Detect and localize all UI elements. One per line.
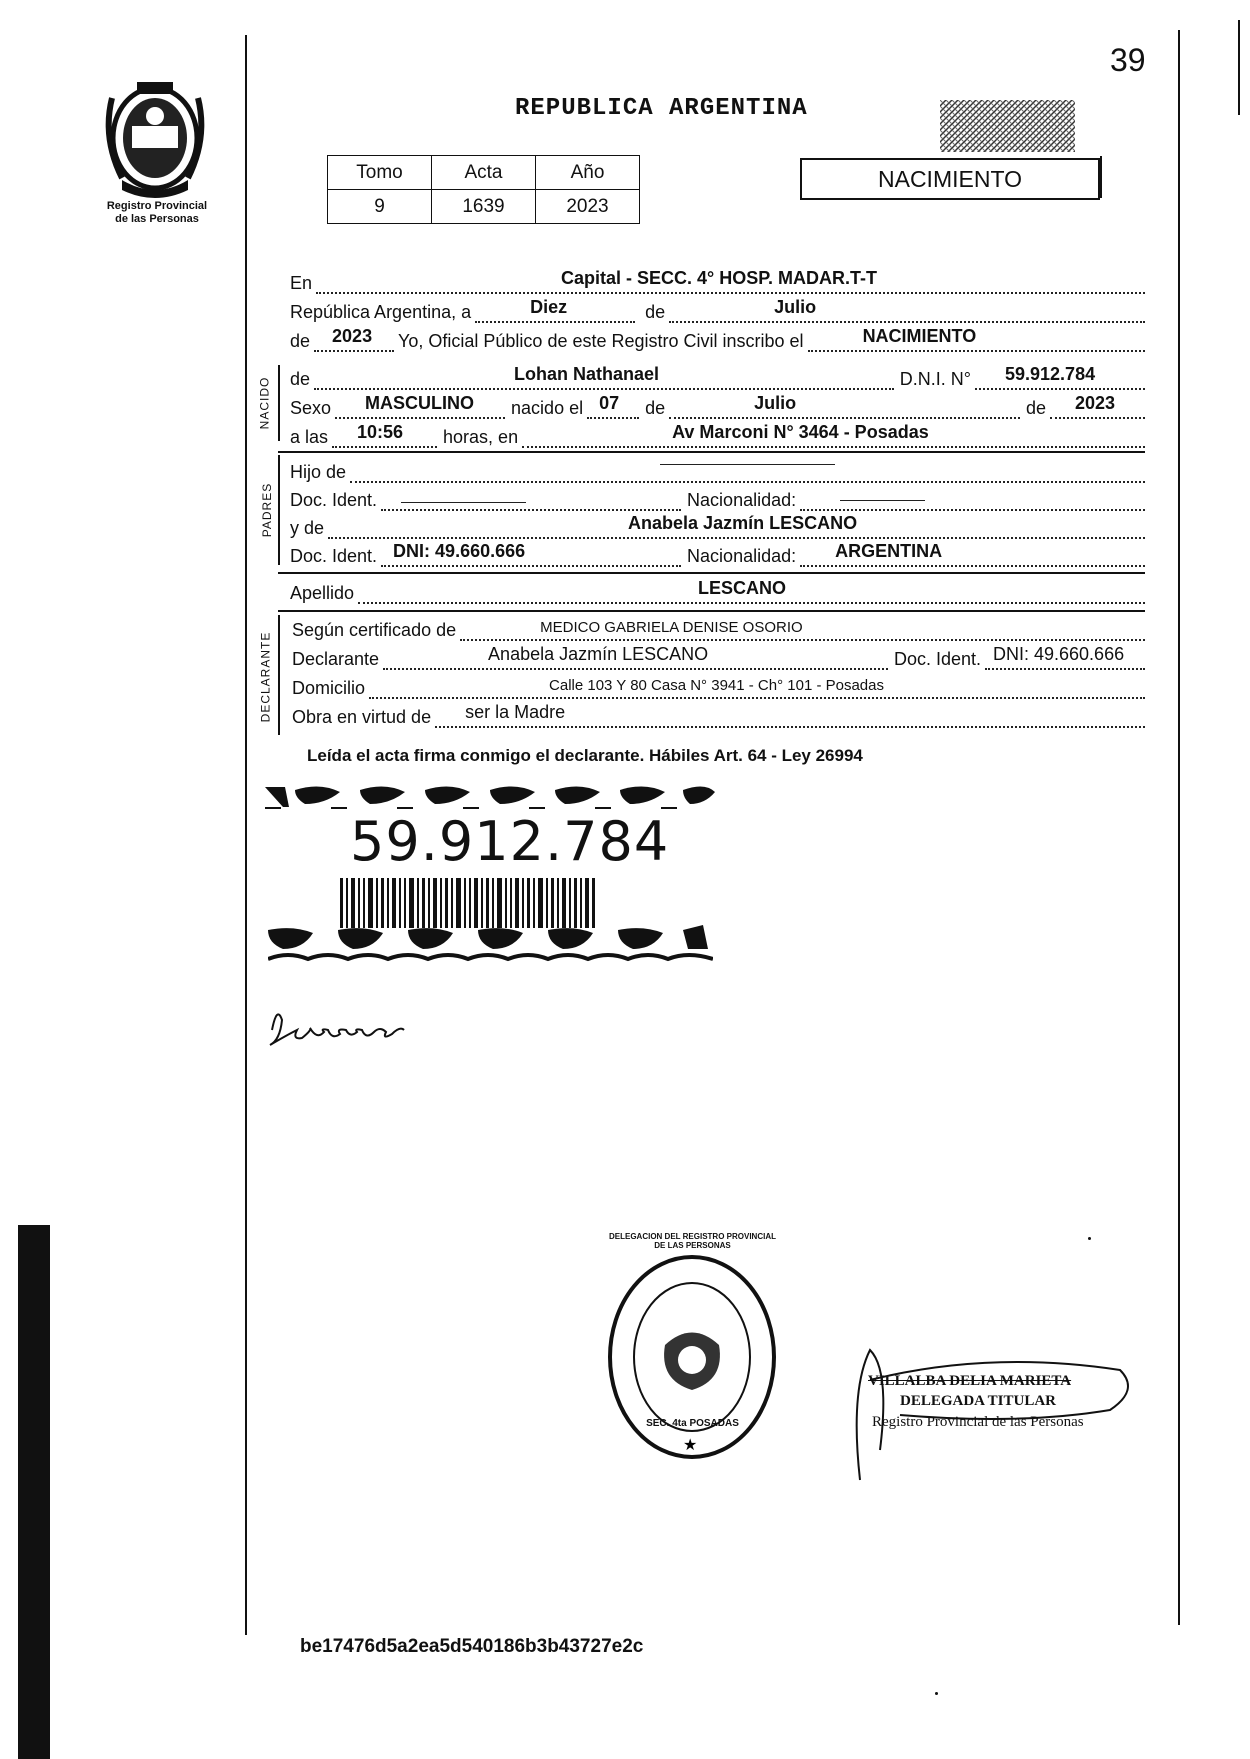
label-nac2: Nacionalidad: bbox=[687, 546, 797, 566]
field-event bbox=[808, 326, 1145, 352]
label-cert: Según certificado de bbox=[292, 620, 457, 640]
record-table bbox=[327, 155, 640, 224]
label-nacido-el: nacido el bbox=[511, 398, 584, 418]
page-number: 39 bbox=[1110, 42, 1146, 78]
field-child-name bbox=[314, 364, 894, 390]
row-doc2 bbox=[290, 543, 1145, 567]
row-republica bbox=[290, 299, 1145, 323]
closing-statement: Leída el acta firma conmigo el declarante. Hábiles Art. 64 - Ley 26994 bbox=[307, 746, 863, 765]
official-name: VILLALBA DELIA MARIETA bbox=[868, 1373, 1072, 1389]
label-obra: Obra en virtud de bbox=[292, 707, 432, 727]
field-doc1 bbox=[381, 491, 681, 511]
separator-1 bbox=[278, 451, 1145, 453]
label-horas: horas, en bbox=[443, 427, 519, 447]
official-role: DELEGADA TITULAR bbox=[900, 1393, 1057, 1409]
label-oficial: Yo, Oficial Público de este Registro Civil inscribo el bbox=[398, 331, 804, 351]
field-month bbox=[669, 297, 1145, 323]
field-birth-month bbox=[669, 393, 1020, 419]
field-father bbox=[350, 463, 1145, 483]
registry-label-line1: Registro Provincial bbox=[106, 200, 208, 212]
far-right-mark bbox=[1238, 20, 1240, 115]
value-dni: 59.912.784 bbox=[1005, 364, 1096, 384]
crest-logo bbox=[92, 78, 218, 200]
value-sexo: MASCULINO bbox=[365, 393, 475, 413]
field-birth-place bbox=[522, 422, 1145, 448]
label-nacido-de3: de bbox=[1025, 398, 1046, 418]
field-day bbox=[475, 297, 635, 323]
field-birth-year bbox=[1050, 393, 1145, 419]
registry-label-line2: de las Personas bbox=[115, 213, 199, 225]
section-label-padres: PADRES bbox=[260, 482, 275, 538]
row-declarante bbox=[292, 646, 1145, 670]
nac1-redaction-line bbox=[840, 500, 925, 501]
value-event: NACIMIENTO bbox=[862, 326, 977, 346]
scan-edge-bar bbox=[18, 1225, 50, 1759]
value-place: Capital - SECC. 4° HOSP. MADAR.T-T bbox=[561, 268, 877, 288]
value-birth-month: Julio bbox=[754, 393, 797, 413]
value-apellido: LESCANO bbox=[698, 578, 787, 598]
value-birth-day: 07 bbox=[599, 393, 620, 413]
row-obra bbox=[292, 704, 1145, 728]
nacido-bracket bbox=[278, 365, 280, 441]
field-cert bbox=[460, 621, 1145, 641]
record-header-acta: Acta bbox=[432, 156, 536, 190]
official-seal bbox=[605, 1232, 780, 1465]
field-sexo bbox=[335, 393, 505, 419]
label-doc1: Doc. Ident. bbox=[290, 490, 378, 510]
value-birth-year: 2023 bbox=[1075, 393, 1116, 413]
value-birth-place: Av Marconi N° 3464 - Posadas bbox=[672, 422, 929, 442]
doc-type-box: NACIMIENTO bbox=[800, 158, 1100, 200]
stamp-mark bbox=[940, 100, 1075, 152]
official-signature-scribble bbox=[840, 1330, 1140, 1495]
row-sexo bbox=[290, 395, 1145, 419]
left-margin-line bbox=[245, 35, 247, 1635]
label-domicilio: Domicilio bbox=[292, 678, 366, 698]
label-doc2: Doc. Ident. bbox=[290, 546, 378, 566]
separator-2 bbox=[278, 572, 1145, 574]
row-oficial bbox=[290, 328, 1145, 352]
value-domicilio: Calle 103 Y 80 Casa N° 3941 - Ch° 101 - Posadas bbox=[549, 677, 884, 694]
row-nacido-name bbox=[290, 366, 1145, 390]
record-value-acta: 1639 bbox=[432, 190, 536, 224]
value-decl-doc: DNI: 49.660.666 bbox=[993, 644, 1125, 664]
field-year bbox=[314, 326, 394, 352]
row-cert bbox=[292, 617, 1145, 641]
section-label-nacido: NACIDO bbox=[257, 376, 272, 430]
row-time-place bbox=[290, 424, 1145, 448]
record-header-ano: Año bbox=[536, 156, 640, 190]
label-apellido: Apellido bbox=[290, 583, 355, 603]
doc1-redaction-line bbox=[401, 502, 526, 503]
label-de1: de bbox=[645, 302, 666, 322]
field-declarante bbox=[383, 644, 888, 670]
stray-dot bbox=[1088, 1237, 1091, 1240]
value-time: 10:56 bbox=[357, 422, 404, 442]
right-margin-line bbox=[1178, 30, 1180, 1625]
row-en bbox=[290, 270, 1145, 294]
stray-dot-2 bbox=[935, 1692, 938, 1695]
field-dni bbox=[975, 364, 1145, 390]
document-hash: be17476d5a2ea5d540186b3b43727e2c bbox=[300, 1636, 644, 1657]
father-redaction-line bbox=[660, 464, 835, 465]
field-doc2 bbox=[381, 541, 681, 567]
value-mother-doc: DNI: 49.660.666 bbox=[393, 541, 526, 561]
field-apellido bbox=[358, 578, 1145, 604]
field-nac2 bbox=[800, 541, 1145, 567]
svg-text:★: ★ bbox=[683, 1435, 698, 1454]
label-dni: D.N.I. N° bbox=[899, 369, 971, 389]
field-time bbox=[332, 422, 437, 448]
label-nacido-de2: de bbox=[645, 398, 666, 418]
value-mother-nationality: ARGENTINA bbox=[835, 541, 943, 561]
row-domicilio bbox=[292, 675, 1145, 699]
label-nac1: Nacionalidad: bbox=[687, 490, 797, 510]
row-doc1 bbox=[290, 487, 1145, 511]
record-value-tomo: 9 bbox=[328, 190, 432, 224]
label-hijo: Hijo de bbox=[290, 462, 347, 482]
label-a-las: a las bbox=[290, 427, 329, 447]
label-nacido-de: de bbox=[290, 369, 311, 389]
registry-label bbox=[82, 200, 232, 226]
record-header-tomo: Tomo bbox=[328, 156, 432, 190]
seal-bottom-text: SEC. 4ta POSADAS bbox=[646, 1418, 739, 1429]
record-value-ano: 2023 bbox=[536, 190, 640, 224]
label-sexo: Sexo bbox=[290, 398, 332, 418]
label-declarante: Declarante bbox=[292, 649, 380, 669]
value-month: Julio bbox=[774, 297, 817, 317]
value-obra: ser la Madre bbox=[465, 702, 566, 722]
declarante-bracket bbox=[278, 615, 280, 735]
section-label-declarante: DECLARANTE bbox=[258, 631, 273, 723]
field-mother bbox=[328, 513, 1145, 539]
separator-3 bbox=[278, 610, 1145, 612]
value-day: Diez bbox=[530, 297, 568, 317]
row-apellido bbox=[290, 580, 1145, 604]
document-title: REPUBLICA ARGENTINA bbox=[515, 95, 808, 122]
row-hijo bbox=[290, 459, 1145, 483]
field-decl-doc bbox=[985, 644, 1145, 670]
value-child-name: Lohan Nathanael bbox=[514, 364, 660, 384]
sticker-bottom-band bbox=[268, 925, 713, 970]
field-domicilio bbox=[369, 679, 1145, 699]
label-y-de: y de bbox=[290, 518, 325, 538]
field-birth-day bbox=[587, 393, 639, 419]
label-en: En bbox=[290, 273, 313, 293]
label-de2: de bbox=[290, 331, 311, 351]
value-mother: Anabela Jazmín LESCANO bbox=[628, 513, 858, 533]
label-decl-doc: Doc. Ident. bbox=[893, 649, 981, 669]
official-office: Registro Provincial de las Personas bbox=[872, 1414, 1084, 1430]
value-declarante: Anabela Jazmín LESCANO bbox=[488, 644, 709, 664]
field-obra bbox=[435, 702, 1145, 728]
label-republica: República Argentina, a bbox=[290, 302, 472, 322]
dni-sticker-number: 59.912.784 bbox=[350, 810, 670, 873]
padres-bracket bbox=[278, 455, 280, 565]
row-mother bbox=[290, 515, 1145, 539]
value-cert: MEDICO GABRIELA DENISE OSORIO bbox=[540, 619, 803, 636]
declarant-signature bbox=[262, 1000, 422, 1060]
value-year: 2023 bbox=[332, 326, 373, 346]
seal-ring-text: DELEGACION DEL REGISTRO PROVINCIAL DE LAS PERSONAS bbox=[609, 1232, 776, 1250]
field-place bbox=[316, 268, 1145, 294]
field-nac1 bbox=[800, 491, 1145, 511]
